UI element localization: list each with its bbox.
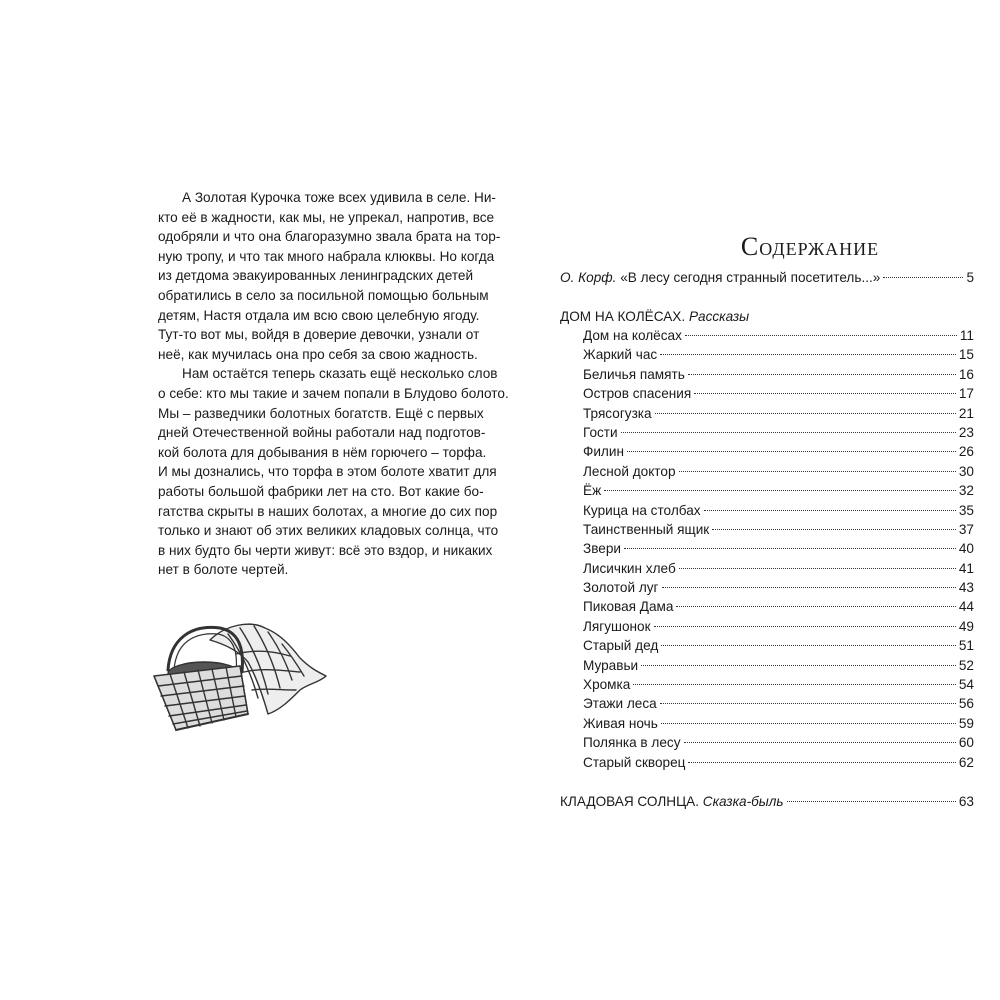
- toc-entry: [560, 597, 974, 616]
- toc-entry: [560, 617, 974, 636]
- leader-dots: [661, 722, 956, 724]
- entry-page: 15: [958, 347, 974, 363]
- entry-title: Трясогузка: [583, 405, 652, 421]
- leader-dots: [660, 702, 956, 704]
- entry-page: 43: [958, 580, 974, 596]
- final-subtitle: Сказка-быль: [702, 794, 784, 809]
- toc-entry: [560, 578, 974, 597]
- entry-title: Филин: [583, 444, 624, 460]
- toc-entry: [560, 714, 974, 733]
- text-line: И мы дознались, что торфа в этом болоте хватит для: [158, 464, 497, 480]
- leader-dots: [684, 741, 956, 743]
- entry-title: Живая ночь: [583, 715, 658, 731]
- toc-entry: [560, 559, 974, 578]
- entry-title: Лягушонок: [583, 618, 651, 634]
- intro-page: 5: [966, 270, 974, 285]
- entry-title: Этажи леса: [583, 696, 657, 712]
- leader-dots: [661, 644, 956, 646]
- text-line: в них будто бы черти живут: всё это вздор, и никаких: [158, 542, 493, 558]
- entry-page: 40: [958, 541, 974, 557]
- story-text: [158, 188, 509, 580]
- toc-entry: [560, 404, 974, 423]
- entry-page: 17: [958, 386, 974, 402]
- paragraph: [158, 188, 501, 364]
- leader-dots: [704, 509, 956, 511]
- entry-page: 26: [958, 444, 974, 460]
- leader-dots: [883, 276, 963, 278]
- toc-entry: [560, 733, 974, 752]
- toc-entry: [560, 462, 974, 481]
- text-line: одобряли и что она благоразумно звала брата на тор-: [158, 229, 501, 245]
- text-line: работы большой фабрики лет на сто. Вот какие бо-: [158, 483, 484, 499]
- toc-final-entry: [560, 792, 974, 811]
- leader-dots: [633, 683, 956, 685]
- final-page: 63: [958, 794, 974, 809]
- entry-page: 32: [958, 483, 974, 499]
- leader-dots: [679, 470, 956, 472]
- text-line: Тут-то вот мы, войдя в доверие девочки, узнали от: [158, 327, 480, 343]
- leader-dots: [624, 547, 956, 549]
- entry-page: 21: [958, 405, 974, 421]
- entry-title: Остров спасения: [583, 386, 692, 402]
- text-line: только и знают об этих великих кладовых солнца, что: [158, 523, 499, 539]
- entry-title: Лисичкин хлеб: [583, 560, 676, 576]
- entry-title: Старый дед: [583, 638, 659, 654]
- paragraph: [158, 364, 509, 580]
- text-line: нет в болоте чертей.: [158, 562, 289, 578]
- entry-title: Пиковая Дама: [583, 599, 674, 615]
- toc-entry: [560, 656, 974, 675]
- toc-heading: Содержание: [740, 232, 880, 261]
- toc-intro-entry: [560, 268, 974, 287]
- entry-page: 30: [958, 463, 974, 479]
- toc-story-list: [560, 326, 974, 772]
- toc-entry: [560, 442, 974, 461]
- text-line: обратились в село за посильной помощью больным: [158, 287, 489, 303]
- entry-page: 49: [958, 618, 974, 634]
- toc-entry: [560, 520, 974, 539]
- text-line: Мы – разведчики болотных богатств. Ещё с первых: [158, 405, 484, 421]
- final-title: КЛАДОВАЯ СОЛНЦА.: [560, 794, 699, 809]
- toc-entry: [560, 675, 974, 694]
- text-line: ную тропу, и что так много набрала клюквы. Но когда: [158, 248, 495, 264]
- entry-title: Ёж: [583, 483, 602, 499]
- entry-title: Муравьи: [583, 657, 639, 673]
- entry-title: Полянка в лесу: [583, 735, 681, 751]
- right-page: [500, 0, 1000, 1000]
- entry-page: 35: [958, 502, 974, 518]
- entry-title: Курица на столбах: [583, 502, 701, 518]
- entry-page: 44: [958, 599, 974, 615]
- text-line: из детдома эвакуированных ленинградских детей: [158, 268, 474, 284]
- entry-title: Золотой луг: [583, 580, 659, 596]
- text-line: А Золотая Курочка тоже всех удивила в селе. Ни-: [182, 190, 496, 205]
- toc-entry: [560, 501, 974, 520]
- toc-entry: [560, 384, 974, 403]
- text-line: гатства скрыты в наших болотах, а многие до сих пор: [158, 503, 498, 519]
- text-line: детям, Настя отдала им всю свою целебную ягоду.: [158, 307, 480, 323]
- section-subtitle: Рассказы: [688, 309, 750, 324]
- entry-title: Дом на колёсах: [583, 328, 682, 343]
- toc-entry: [560, 694, 974, 713]
- leader-dots: [655, 412, 956, 414]
- basket-illustration: [140, 610, 340, 740]
- entry-page: 60: [958, 735, 974, 751]
- entry-title: Лесной доктор: [583, 463, 676, 479]
- intro-author: О. Корф.: [560, 270, 617, 285]
- toc-entry: [560, 539, 974, 558]
- toc-entry: [560, 345, 974, 364]
- leader-dots: [660, 353, 956, 355]
- toc-section-heading: [560, 307, 974, 326]
- toc-entry: [560, 423, 974, 442]
- entry-title: Жаркий час: [583, 347, 658, 363]
- text-line: дней Отечественной войны работали над подготов-: [158, 425, 486, 441]
- leader-dots: [676, 605, 955, 607]
- section-title: ДОМ НА КОЛЁСАХ.: [560, 309, 686, 324]
- entry-page: 54: [958, 677, 974, 693]
- entry-page: 37: [958, 521, 974, 537]
- toc-entry: [560, 326, 974, 345]
- text-line: неё, как мучилась она про себя за свою жадность.: [158, 346, 478, 362]
- leader-dots: [621, 431, 956, 433]
- entry-page: 23: [958, 424, 974, 440]
- text-line: Нам остаётся теперь сказать ещё несколько слов: [182, 366, 498, 382]
- toc-entry: [560, 365, 974, 384]
- leader-dots: [685, 334, 957, 336]
- toc-entry: [560, 481, 974, 500]
- entry-title: Таинственный ящик: [583, 521, 710, 537]
- entry-page: 51: [958, 638, 974, 654]
- entry-page: 16: [958, 366, 974, 382]
- leader-dots: [694, 392, 956, 394]
- entry-page: 41: [958, 560, 974, 576]
- leader-dots: [712, 528, 956, 530]
- leader-dots: [688, 373, 956, 375]
- toc-entry: [560, 753, 974, 772]
- entry-page: 59: [958, 715, 974, 731]
- entry-page: 56: [958, 696, 974, 712]
- leader-dots: [654, 625, 956, 627]
- leader-dots: [627, 450, 956, 452]
- leader-dots: [641, 664, 956, 666]
- toc-entry: [560, 636, 974, 655]
- entry-page: 62: [958, 754, 974, 770]
- leader-dots: [679, 567, 956, 569]
- text-line: кто её в жадности, как мы, не упрекал, напротив, все: [158, 209, 495, 225]
- entry-title: Звери: [583, 541, 621, 557]
- entry-title: Хромка: [583, 677, 631, 693]
- entry-title: Беличья память: [583, 366, 685, 382]
- leader-dots: [688, 761, 955, 763]
- entry-title: Старый скворец: [583, 754, 686, 770]
- leader-dots: [604, 489, 956, 491]
- entry-page: 52: [958, 657, 974, 673]
- entry-page: 11: [959, 328, 974, 343]
- text-line: кой болота для добывания в нём горючего – торфа.: [158, 444, 487, 460]
- intro-title: «В лесу сегодня странный посетитель...»: [620, 270, 881, 285]
- leader-dots: [662, 586, 956, 588]
- text-line: о себе: кто мы такие и зачем попали в Блудово болото.: [158, 385, 509, 401]
- leader-dots: [787, 800, 956, 802]
- entry-title: Гости: [583, 424, 618, 440]
